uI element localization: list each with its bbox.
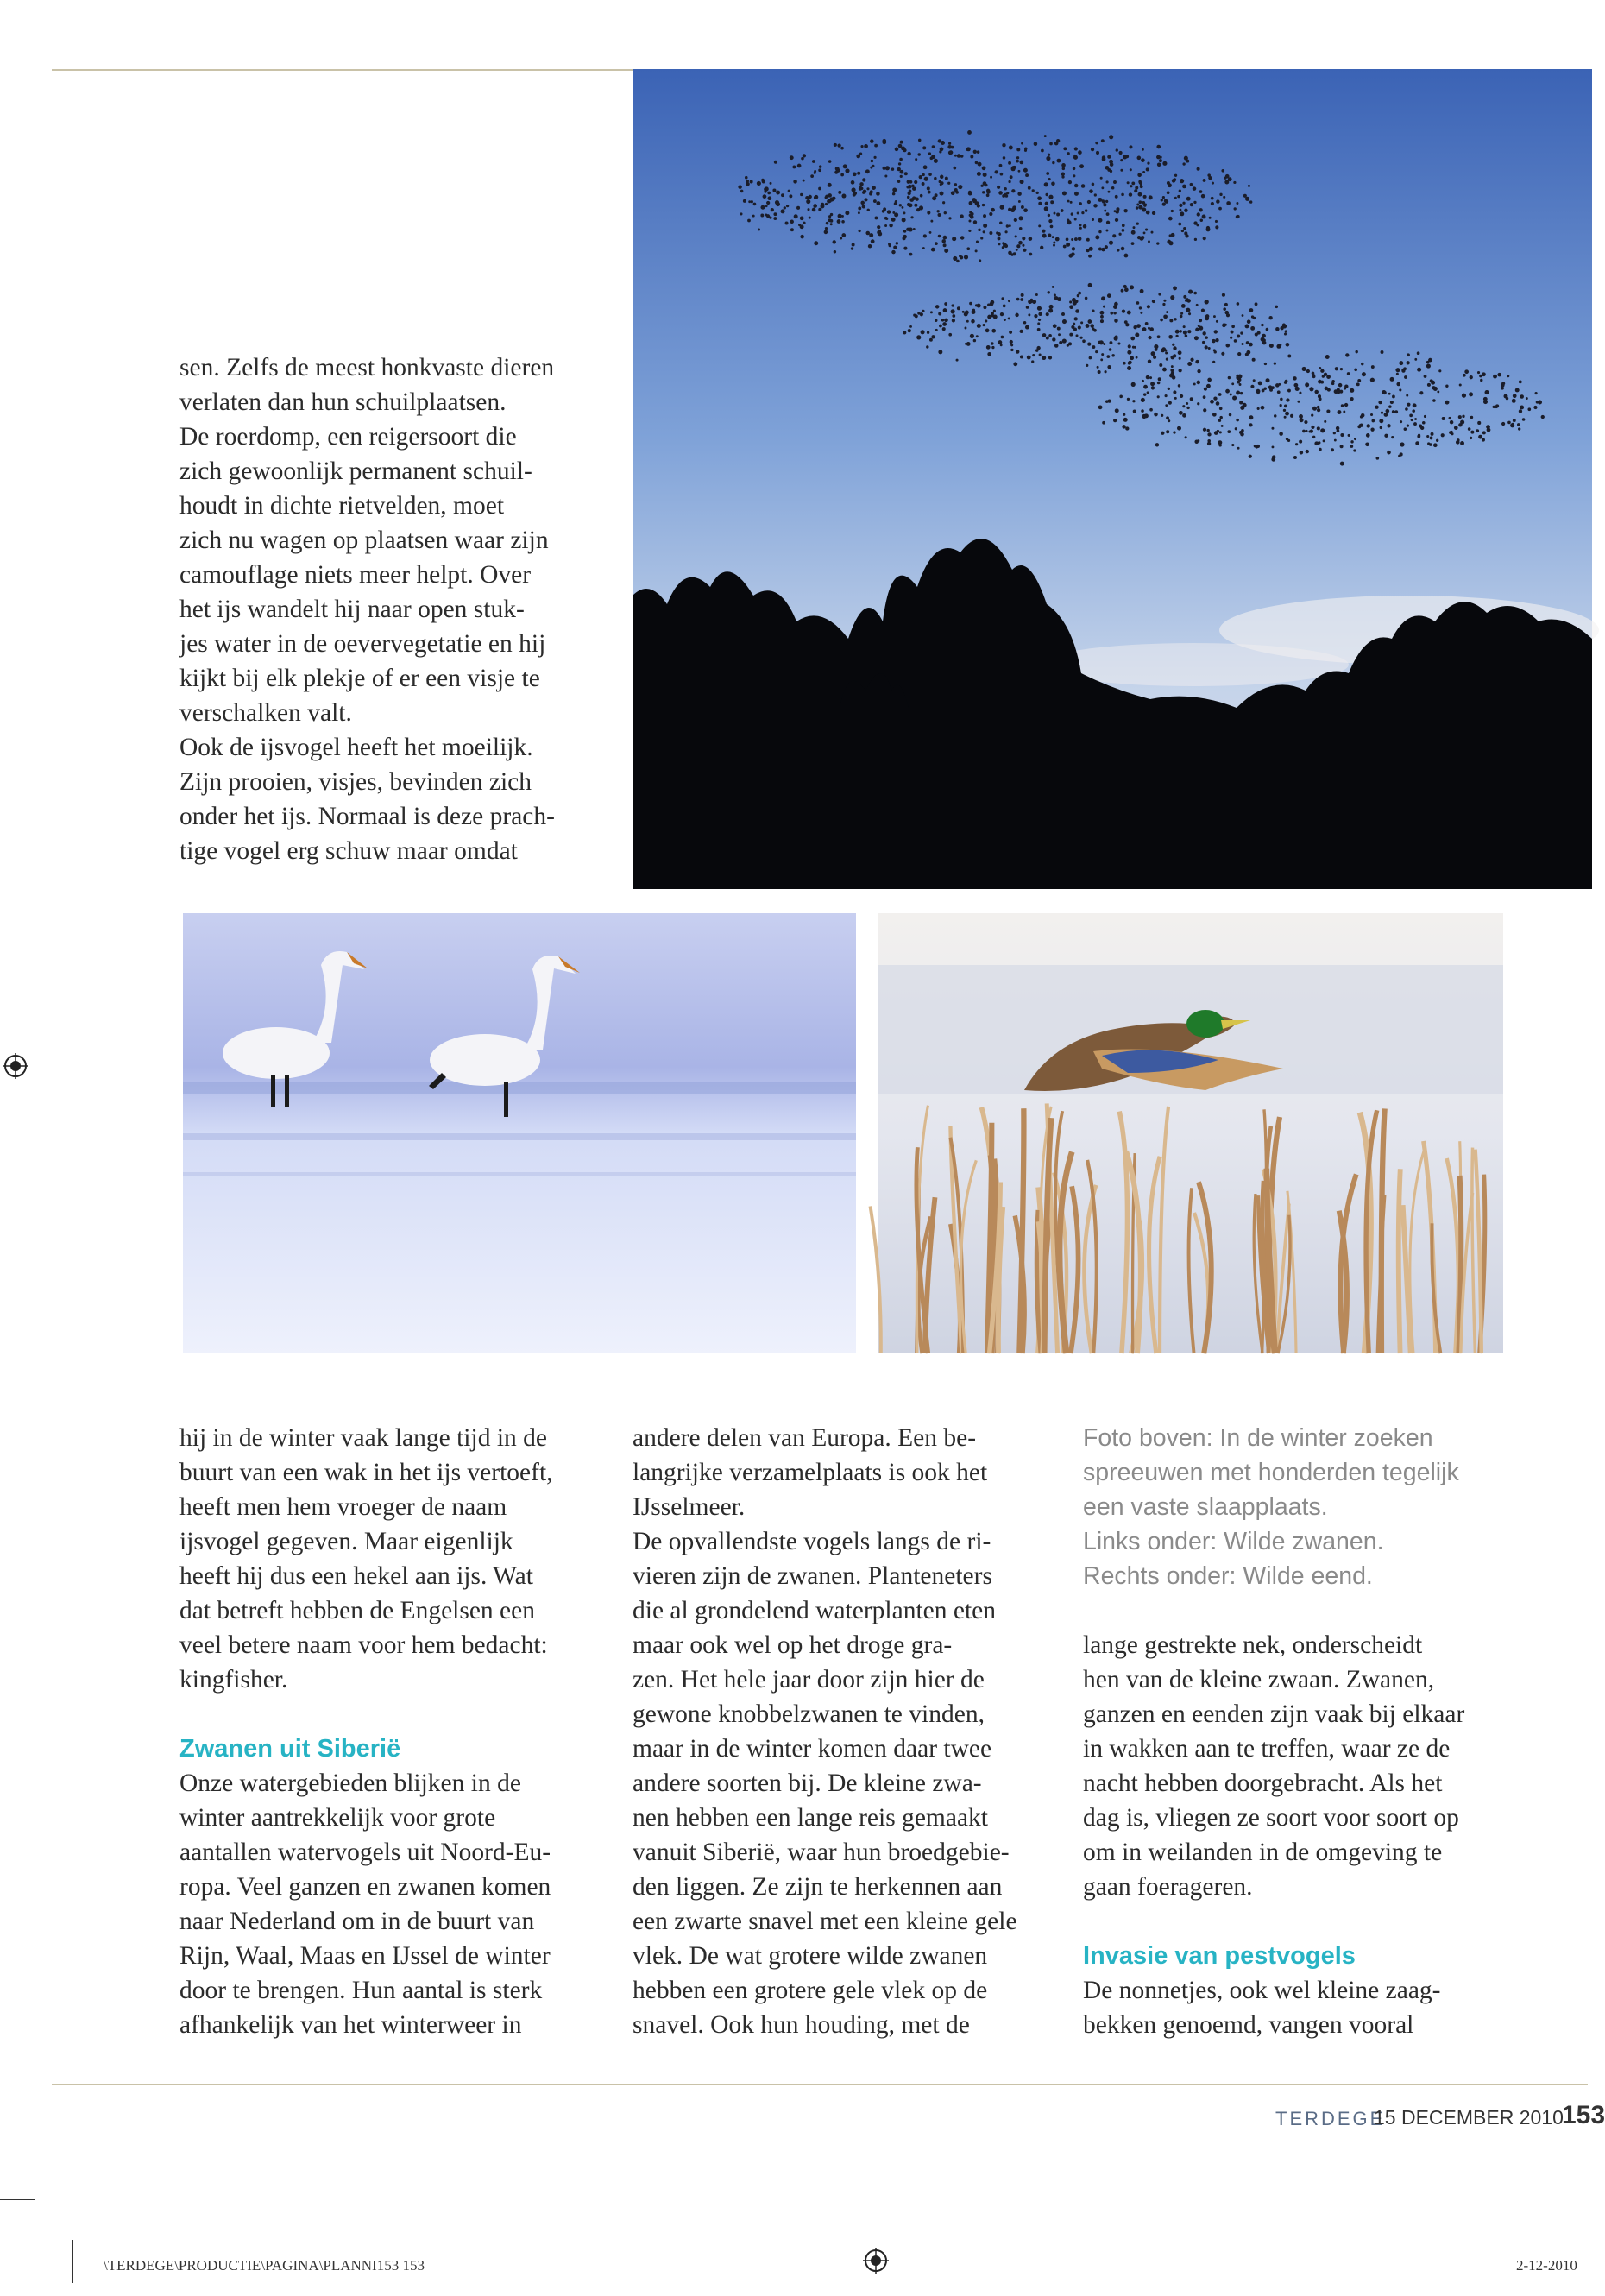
text-line: Onze watergebieden blijken in de — [179, 1769, 521, 1797]
caption-line: Links onder: Wilde zwanen. — [1083, 1528, 1384, 1555]
text-line: afhankelijk van het winterweer in — [179, 2011, 522, 2039]
article-column-1 — [179, 350, 602, 868]
text-line: hij in de winter vaak lange tijd in de — [179, 1424, 547, 1452]
registration-mark-icon — [3, 1053, 28, 1079]
text-line: die al grondelend waterplanten eten — [633, 1597, 997, 1624]
section-heading-zwanen: Zwanen uit Siberië — [179, 1735, 401, 1763]
text-line: camouflage niets meer helpt. Over — [179, 561, 532, 589]
text-line: zen. Het hele jaar door zijn hier de — [633, 1666, 985, 1694]
text-line: hen van de kleine zwaan. Zwanen, — [1083, 1666, 1435, 1694]
text-line: maar ook wel op het droge gra- — [633, 1631, 953, 1659]
text-line: gaan foerageren. — [1083, 1873, 1253, 1901]
text-line: verlaten dan hun schuilplaatsen. — [179, 388, 507, 416]
print-slug-path: \TERDEGE\PRODUCTIE\PAGINA\PLANNI153 153 — [104, 2257, 425, 2274]
text-line: Zijn prooien, visjes, bevinden zich — [179, 768, 532, 796]
photo-mallard — [878, 913, 1503, 1353]
photo-swans — [183, 913, 856, 1353]
photo-starlings — [633, 69, 1592, 889]
text-line: hebben een grotere gele vlek op de — [633, 1977, 988, 2004]
caption-line: Foto boven: In de winter zoeken — [1083, 1424, 1433, 1452]
text-line: dat betreft hebben de Engelsen een — [179, 1597, 535, 1624]
text-line: den liggen. Ze zijn te herkennen aan — [633, 1873, 1003, 1901]
text-line: andere delen van Europa. Een be- — [633, 1424, 977, 1452]
footer-magazine-name: TERDEGE — [1275, 2108, 1386, 2129]
text-line: gewone knobbelzwanen te vinden, — [633, 1700, 985, 1728]
text-line: naar Nederland om in de buurt van — [179, 1908, 535, 1935]
caption-line: Rechts onder: Wilde eend. — [1083, 1562, 1373, 1590]
text-line: vieren zijn de zwanen. Planteneters — [633, 1562, 992, 1590]
text-line: andere soorten bij. De kleine zwa- — [633, 1769, 982, 1797]
text-line: nacht hebben doorgebracht. Als het — [1083, 1769, 1443, 1797]
registration-mark-icon — [863, 2248, 889, 2274]
bottom-rule — [52, 2084, 1588, 2085]
slug-rule — [0, 2199, 35, 2200]
text-line: het ijs wandelt hij naar open stuk- — [179, 596, 525, 623]
text-line: zich nu wagen op plaatsen waar zijn — [179, 527, 549, 554]
text-line: nen hebben een lange reis gemaakt — [633, 1804, 988, 1832]
text-line: veel betere naam voor hem bedacht: — [179, 1631, 548, 1659]
section-heading-invasie: Invasie van pestvogels — [1083, 1942, 1356, 1970]
print-slug-date: 2-12-2010 — [1516, 2257, 1577, 2274]
footer-issue-date: 15 DECEMBER 2010 — [1374, 2106, 1564, 2129]
text-line: tige vogel erg schuw maar omdat — [179, 837, 518, 865]
text-line: De roerdomp, een reigersoort die — [179, 423, 517, 451]
text-line: verschalken valt. — [179, 699, 352, 727]
text-line: Ook de ijsvogel heeft het moeilijk. — [179, 734, 533, 761]
article-column-3 — [633, 1421, 1051, 2042]
text-line: door te brengen. Hun aantal is sterk — [179, 1977, 543, 2004]
article-column-4 — [1083, 1421, 1514, 2042]
text-line: vanuit Siberië, waar hun broedgebie- — [633, 1839, 1010, 1866]
text-line: snavel. Ook hun houding, met de — [633, 2011, 970, 2039]
text-line: in wakken aan te treffen, waar ze de — [1083, 1735, 1451, 1763]
text-line: dag is, vliegen ze soort voor soort op — [1083, 1804, 1459, 1832]
article-column-2 — [179, 1421, 598, 2042]
text-line: maar in de winter komen daar twee — [633, 1735, 992, 1763]
text-line: onder het ijs. Normaal is deze prach- — [179, 803, 555, 830]
text-line: bekken genoemd, vangen vooral — [1083, 2011, 1414, 2039]
photo-caption — [1083, 1421, 1514, 1593]
text-line: een zwarte snavel met een kleine gele — [633, 1908, 1017, 1935]
page-number: 153 — [1562, 2101, 1605, 2129]
text-line: De opvallendste vogels langs de ri- — [633, 1528, 991, 1555]
text-line: vlek. De wat grotere wilde zwanen — [633, 1942, 988, 1970]
text-line: IJsselmeer. — [633, 1493, 746, 1521]
top-rule — [52, 69, 639, 71]
text-line: heeft hij dus een hekel aan ijs. Wat — [179, 1562, 533, 1590]
text-line: ganzen en eenden zijn vaak bij elkaar — [1083, 1700, 1465, 1728]
text-line: kijkt bij elk plekje of er een visje te — [179, 665, 540, 692]
text-line: Rijn, Waal, Maas en IJssel de winter — [179, 1942, 551, 1970]
text-line: heeft men hem vroeger de naam — [179, 1493, 507, 1521]
text-line: lange gestrekte nek, onderscheidt — [1083, 1631, 1423, 1659]
caption-line: een vaste slaapplaats. — [1083, 1493, 1328, 1521]
text-line: kingfisher. — [179, 1666, 288, 1694]
text-line: buurt van een wak in het ijs vertoeft, — [179, 1459, 553, 1486]
slug-rule — [72, 2240, 73, 2283]
text-line: langrijke verzamelplaats is ook het — [633, 1459, 988, 1486]
text-line: winter aantrekkelijk voor grote — [179, 1804, 496, 1832]
text-line: sen. Zelfs de meest honkvaste dieren — [179, 354, 555, 382]
text-line: om in weilanden in de omgeving te — [1083, 1839, 1443, 1866]
text-line: houdt in dichte rietvelden, moet — [179, 492, 505, 520]
text-line: ijsvogel gegeven. Maar eigenlijk — [179, 1528, 513, 1555]
text-line: jes water in de oevervegetatie en hij — [179, 630, 546, 658]
text-line: zich gewoonlijk permanent schuil- — [179, 457, 532, 485]
text-line: aantallen watervogels uit Noord-Eu- — [179, 1839, 551, 1866]
text-line: ropa. Veel ganzen en zwanen komen — [179, 1873, 551, 1901]
text-line: De nonnetjes, ook wel kleine zaag- — [1083, 1977, 1441, 2004]
caption-line: spreeuwen met honderden tegelijk — [1083, 1459, 1459, 1486]
